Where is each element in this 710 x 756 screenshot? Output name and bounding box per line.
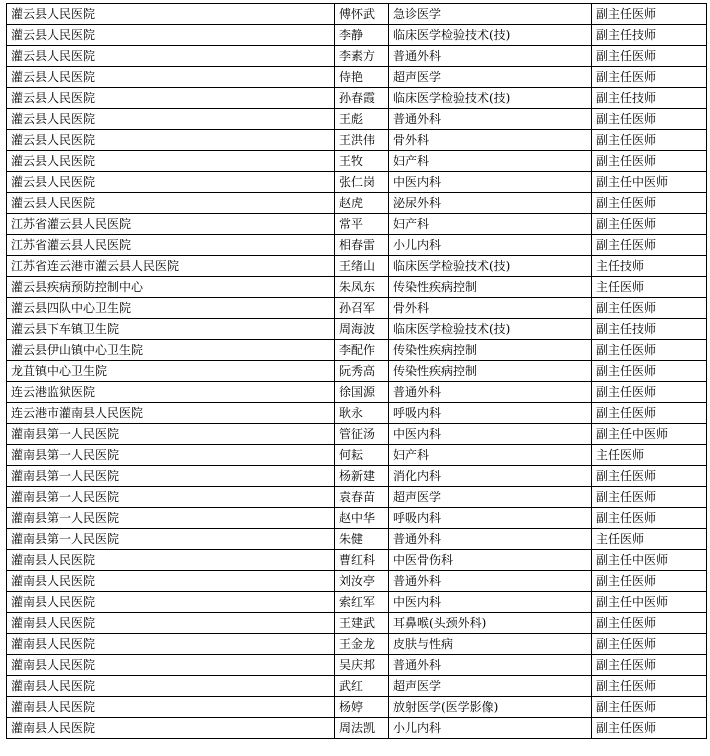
specialty-cell: 中医内科 [389, 592, 592, 613]
name-cell: 杨婷 [335, 697, 389, 718]
institution-cell: 连云港监狱医院 [7, 382, 335, 403]
specialty-cell: 临床医学检验技术(技) [389, 319, 592, 340]
name-cell: 孙召军 [335, 298, 389, 319]
name-cell: 管征汤 [335, 424, 389, 445]
name-cell: 常平 [335, 214, 389, 235]
table-row [7, 88, 707, 109]
name-cell: 李静 [335, 25, 389, 46]
name-cell: 李配作 [335, 340, 389, 361]
institution-cell: 灌南县人民医院 [7, 676, 335, 697]
table-row [7, 109, 707, 130]
name-cell: 耿永 [335, 403, 389, 424]
name-cell: 袁春苗 [335, 487, 389, 508]
specialty-cell: 超声医学 [389, 676, 592, 697]
table-row [7, 550, 707, 571]
institution-cell: 灌云县人民医院 [7, 130, 335, 151]
title-cell: 副主任医师 [592, 109, 707, 130]
title-cell: 副主任医师 [592, 361, 707, 382]
name-cell: 王建武 [335, 613, 389, 634]
institution-cell: 灌南县人民医院 [7, 592, 335, 613]
title-cell: 主任技师 [592, 256, 707, 277]
table-row [7, 130, 707, 151]
table-row [7, 508, 707, 529]
name-cell: 王金龙 [335, 634, 389, 655]
title-cell: 主任医师 [592, 529, 707, 550]
specialty-cell: 临床医学检验技术(技) [389, 25, 592, 46]
title-cell: 副主任技师 [592, 319, 707, 340]
table-row [7, 424, 707, 445]
specialty-cell: 妇产科 [389, 445, 592, 466]
institution-cell: 灌云县人民医院 [7, 109, 335, 130]
title-cell: 副主任医师 [592, 214, 707, 235]
title-cell: 副主任医师 [592, 151, 707, 172]
name-cell: 徐国源 [335, 382, 389, 403]
specialty-cell: 泌尿外科 [389, 193, 592, 214]
institution-cell: 灌南县人民医院 [7, 613, 335, 634]
institution-cell: 龙苴镇中心卫生院 [7, 361, 335, 382]
institution-cell: 灌云县下车镇卫生院 [7, 319, 335, 340]
table-row [7, 529, 707, 550]
title-cell: 副主任医师 [592, 130, 707, 151]
institution-cell: 灌云县人民医院 [7, 67, 335, 88]
table-row [7, 592, 707, 613]
institution-cell: 灌南县第一人民医院 [7, 508, 335, 529]
specialty-cell: 普通外科 [389, 529, 592, 550]
title-cell: 副主任医师 [592, 340, 707, 361]
institution-cell: 灌南县第一人民医院 [7, 424, 335, 445]
title-cell: 副主任医师 [592, 655, 707, 676]
table-row [7, 613, 707, 634]
name-cell: 吴庆邦 [335, 655, 389, 676]
specialty-cell: 普通外科 [389, 46, 592, 67]
name-cell: 武红 [335, 676, 389, 697]
title-cell: 副主任医师 [592, 697, 707, 718]
institution-cell: 灌南县人民医院 [7, 718, 335, 739]
title-cell: 副主任中医师 [592, 172, 707, 193]
table-row [7, 172, 707, 193]
title-cell: 副主任医师 [592, 571, 707, 592]
name-cell: 阮秀高 [335, 361, 389, 382]
table-row [7, 571, 707, 592]
institution-cell: 灌南县第一人民医院 [7, 466, 335, 487]
institution-cell: 灌云县人民医院 [7, 193, 335, 214]
name-cell: 孙春霞 [335, 88, 389, 109]
specialty-cell: 放射医学(医学影像) [389, 697, 592, 718]
specialty-cell: 超声医学 [389, 67, 592, 88]
specialty-cell: 中医内科 [389, 424, 592, 445]
title-cell: 副主任医师 [592, 298, 707, 319]
table-row [7, 382, 707, 403]
specialty-cell: 传染性疾病控制 [389, 340, 592, 361]
specialty-cell: 骨外科 [389, 298, 592, 319]
specialty-cell: 临床医学检验技术(技) [389, 256, 592, 277]
table-row [7, 319, 707, 340]
title-cell: 副主任医师 [592, 718, 707, 739]
title-cell: 副主任医师 [592, 508, 707, 529]
table-row [7, 445, 707, 466]
table-row [7, 235, 707, 256]
name-cell: 王牧 [335, 151, 389, 172]
name-cell: 朱凤东 [335, 277, 389, 298]
institution-cell: 灌云县人民医院 [7, 46, 335, 67]
institution-cell: 灌南县人民医院 [7, 571, 335, 592]
institution-cell: 灌南县人民医院 [7, 655, 335, 676]
specialty-cell: 急诊医学 [389, 4, 592, 25]
name-cell: 赵中华 [335, 508, 389, 529]
name-cell: 相春雷 [335, 235, 389, 256]
name-cell: 杨新建 [335, 466, 389, 487]
title-cell: 副主任医师 [592, 4, 707, 25]
specialty-cell: 妇产科 [389, 214, 592, 235]
name-cell: 王绪山 [335, 256, 389, 277]
table-row [7, 403, 707, 424]
table-row [7, 193, 707, 214]
table-row [7, 466, 707, 487]
institution-cell: 连云港市灌南县人民医院 [7, 403, 335, 424]
specialty-cell: 普通外科 [389, 382, 592, 403]
specialty-cell: 传染性疾病控制 [389, 277, 592, 298]
name-cell: 何耘 [335, 445, 389, 466]
title-cell: 副主任医师 [592, 403, 707, 424]
name-cell: 曹红科 [335, 550, 389, 571]
institution-cell: 灌南县第一人民医院 [7, 445, 335, 466]
specialty-cell: 耳鼻喉(头颈外科) [389, 613, 592, 634]
title-cell: 副主任中医师 [592, 550, 707, 571]
table-row [7, 298, 707, 319]
title-cell: 副主任医师 [592, 676, 707, 697]
table-row [7, 214, 707, 235]
table-row [7, 277, 707, 298]
table-body [7, 4, 707, 739]
title-cell: 副主任医师 [592, 466, 707, 487]
table-row [7, 151, 707, 172]
institution-cell: 灌南县人民医院 [7, 697, 335, 718]
institution-cell: 江苏省灌云县人民医院 [7, 235, 335, 256]
specialty-cell: 普通外科 [389, 571, 592, 592]
name-cell: 王洪伟 [335, 130, 389, 151]
institution-cell: 灌云县疾病预防控制中心 [7, 277, 335, 298]
table-row [7, 256, 707, 277]
name-cell: 周法凯 [335, 718, 389, 739]
title-cell: 副主任医师 [592, 634, 707, 655]
specialty-cell: 消化内科 [389, 466, 592, 487]
institution-cell: 江苏省灌云县人民医院 [7, 214, 335, 235]
personnel-table [6, 3, 707, 739]
institution-cell: 灌云县伊山镇中心卫生院 [7, 340, 335, 361]
specialty-cell: 普通外科 [389, 109, 592, 130]
table-row [7, 487, 707, 508]
institution-cell: 灌云县人民医院 [7, 25, 335, 46]
name-cell: 周海波 [335, 319, 389, 340]
table-row [7, 718, 707, 739]
institution-cell: 灌南县人民医院 [7, 550, 335, 571]
title-cell: 主任医师 [592, 277, 707, 298]
specialty-cell: 呼吸内科 [389, 403, 592, 424]
institution-cell: 灌南县第一人民医院 [7, 487, 335, 508]
name-cell: 朱健 [335, 529, 389, 550]
specialty-cell: 骨外科 [389, 130, 592, 151]
table-row [7, 4, 707, 25]
institution-cell: 灌云县四队中心卫生院 [7, 298, 335, 319]
name-cell: 侍艳 [335, 67, 389, 88]
name-cell: 王彪 [335, 109, 389, 130]
table-row [7, 25, 707, 46]
title-cell: 副主任医师 [592, 193, 707, 214]
title-cell: 副主任技师 [592, 25, 707, 46]
title-cell: 副主任技师 [592, 88, 707, 109]
specialty-cell: 超声医学 [389, 487, 592, 508]
table-row [7, 676, 707, 697]
title-cell: 副主任中医师 [592, 424, 707, 445]
table-row [7, 340, 707, 361]
specialty-cell: 普通外科 [389, 655, 592, 676]
specialty-cell: 呼吸内科 [389, 508, 592, 529]
title-cell: 主任医师 [592, 445, 707, 466]
specialty-cell: 中医骨伤科 [389, 550, 592, 571]
name-cell: 索红军 [335, 592, 389, 613]
table-row [7, 361, 707, 382]
institution-cell: 江苏省连云港市灌云县人民医院 [7, 256, 335, 277]
name-cell: 刘汝亭 [335, 571, 389, 592]
name-cell: 赵虎 [335, 193, 389, 214]
title-cell: 副主任医师 [592, 613, 707, 634]
table-row [7, 697, 707, 718]
table-row [7, 634, 707, 655]
table-row [7, 46, 707, 67]
title-cell: 副主任医师 [592, 67, 707, 88]
institution-cell: 灌云县人民医院 [7, 172, 335, 193]
institution-cell: 灌云县人民医院 [7, 88, 335, 109]
specialty-cell: 临床医学检验技术(技) [389, 88, 592, 109]
title-cell: 副主任医师 [592, 487, 707, 508]
specialty-cell: 中医内科 [389, 172, 592, 193]
institution-cell: 灌南县第一人民医院 [7, 529, 335, 550]
title-cell: 副主任医师 [592, 235, 707, 256]
name-cell: 傅怀武 [335, 4, 389, 25]
specialty-cell: 妇产科 [389, 151, 592, 172]
name-cell: 李素方 [335, 46, 389, 67]
specialty-cell: 小儿内科 [389, 235, 592, 256]
specialty-cell: 小儿内科 [389, 718, 592, 739]
institution-cell: 灌云县人民医院 [7, 151, 335, 172]
specialty-cell: 传染性疾病控制 [389, 361, 592, 382]
title-cell: 副主任中医师 [592, 592, 707, 613]
name-cell: 张仁岗 [335, 172, 389, 193]
title-cell: 副主任医师 [592, 46, 707, 67]
specialty-cell: 皮肤与性病 [389, 634, 592, 655]
table-row [7, 655, 707, 676]
institution-cell: 灌云县人民医院 [7, 4, 335, 25]
title-cell: 副主任医师 [592, 382, 707, 403]
table-row [7, 67, 707, 88]
institution-cell: 灌南县人民医院 [7, 634, 335, 655]
